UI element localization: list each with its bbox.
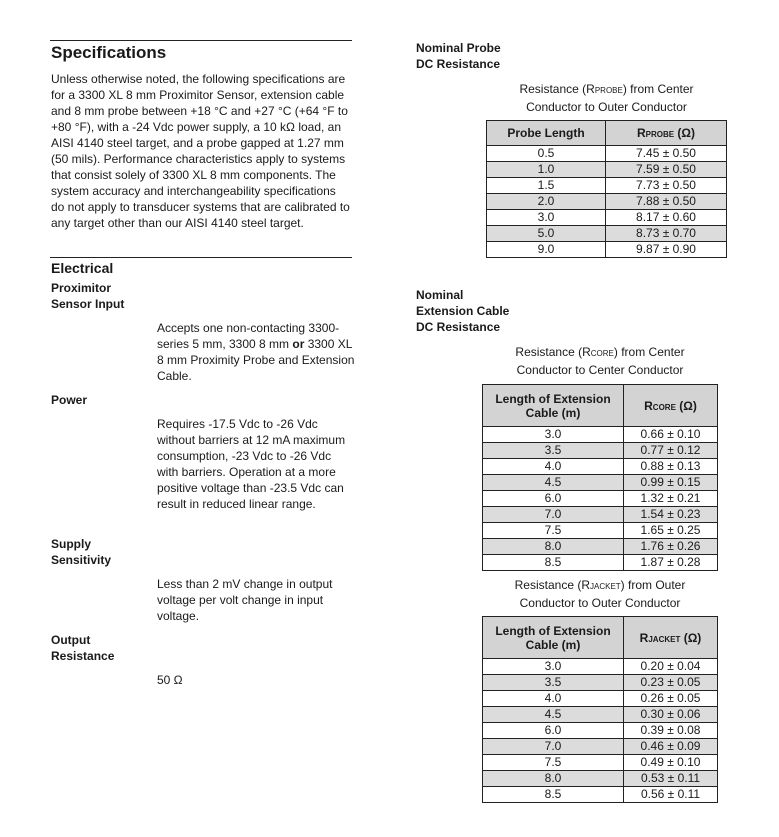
resistance-cell: 7.73 ± 0.50 (606, 178, 727, 194)
resistance-cell: 0.88 ± 0.13 (624, 459, 718, 475)
length-cell: 3.5 (483, 675, 624, 691)
resistance-cell: 1.32 ± 0.21 (624, 491, 718, 507)
header-line: Length of Extension (495, 391, 611, 406)
spec-label-line: Sensor Input (51, 297, 125, 311)
length-cell: 3.0 (483, 659, 624, 675)
resistance-cell: 0.53 ± 0.11 (624, 771, 718, 787)
length-cell: 4.5 (483, 475, 624, 491)
length-cell: 7.5 (483, 755, 624, 771)
table-row (483, 491, 718, 507)
table-row (483, 475, 718, 491)
caption-text: Resistance (R (519, 82, 595, 96)
core-col-length-header (483, 385, 624, 427)
table-row (487, 162, 727, 178)
probe-col-resistance-header (606, 121, 727, 146)
extension-heading-line: Nominal (416, 288, 464, 302)
length-cell: 4.0 (483, 459, 624, 475)
spec-text-sensor-input (157, 320, 357, 384)
length-cell: 7.0 (483, 507, 624, 523)
resistance-cell: 0.23 ± 0.05 (624, 675, 718, 691)
spec-label-line: Output (51, 633, 91, 647)
caption-text: ) from Center (622, 82, 694, 96)
resistance-cell: 0.46 ± 0.09 (624, 739, 718, 755)
table-row (483, 723, 718, 739)
resistance-cell: 1.54 ± 0.23 (624, 507, 718, 523)
table-row (483, 507, 718, 523)
spec-text-part: 3300 XL 8 mm Proximity Probe and Extension Cable. (157, 337, 355, 383)
table-row (483, 739, 718, 755)
extension-heading (416, 287, 509, 335)
probe-resistance-table (486, 120, 727, 258)
caption-line: Conductor to Outer Conductor (526, 100, 687, 114)
core-caption (482, 344, 718, 378)
core-resistance-table (482, 384, 718, 571)
resistance-cell: 9.87 ± 0.90 (606, 242, 727, 258)
header-text: R (639, 630, 649, 645)
spec-label-line: Proximitor (51, 281, 112, 295)
length-cell: 3.5 (483, 443, 624, 459)
header-subscript: CORE (652, 402, 676, 412)
spec-label-power (51, 392, 87, 408)
jacket-resistance-table (482, 616, 718, 803)
resistance-cell: 7.88 ± 0.50 (606, 194, 727, 210)
resistance-cell: 0.26 ± 0.05 (624, 691, 718, 707)
header-line: Cable (m) (525, 637, 581, 652)
table-row (483, 459, 718, 475)
length-cell: 5.0 (487, 226, 606, 242)
probe-heading (416, 40, 501, 72)
spec-text-power: Requires -17.5 Vdc to -26 Vdc without barriers at 12 mA maximum consumption, -23 Vdc to -26 Vdc with barriers. Operation at a more positive voltage than -23.5 Vdc can result in reduced linear range. (157, 417, 346, 511)
table-row (487, 210, 727, 226)
resistance-cell: 1.65 ± 0.25 (624, 523, 718, 539)
caption-text: Resistance (R (515, 345, 591, 359)
spec-label-line: Supply (51, 537, 92, 551)
resistance-cell: 0.39 ± 0.08 (624, 723, 718, 739)
core-col-resistance-header (624, 385, 718, 427)
table-row (483, 675, 718, 691)
resistance-cell: 7.45 ± 0.50 (606, 146, 727, 162)
jacket-col-length-header (483, 617, 624, 659)
length-cell: 8.5 (483, 787, 624, 803)
table-row (487, 146, 727, 162)
length-cell: 8.5 (483, 555, 624, 571)
top-rule (50, 40, 352, 41)
length-cell: 7.0 (483, 739, 624, 755)
caption-text: Resistance (R (514, 578, 590, 592)
header-line: Cable (m) (525, 405, 581, 420)
spec-text-bold: or (292, 337, 305, 351)
header-text: R (636, 126, 646, 140)
length-cell: 7.5 (483, 523, 624, 539)
length-cell: 1.5 (487, 178, 606, 194)
spec-text-supply-sensitivity: Less than 2 mV change in output voltage per volt change in input voltage. (157, 577, 333, 623)
probe-heading-line: Nominal Probe (416, 41, 501, 55)
length-cell: 4.5 (483, 707, 624, 723)
jacket-caption (482, 577, 718, 611)
resistance-cell: 1.76 ± 0.26 (624, 539, 718, 555)
length-cell: 0.5 (487, 146, 606, 162)
table-row (483, 427, 718, 443)
caption-subscript: JACKET (590, 582, 621, 591)
table-row (483, 539, 718, 555)
probe-col-length-header: Probe Length (487, 121, 606, 146)
table-row (483, 691, 718, 707)
resistance-cell: 7.59 ± 0.50 (606, 162, 727, 178)
table-row (483, 659, 718, 675)
jacket-col-resistance-header (624, 617, 718, 659)
table-row (487, 242, 727, 258)
length-cell: 3.0 (487, 210, 606, 226)
resistance-cell: 0.99 ± 0.15 (624, 475, 718, 491)
resistance-cell: 0.30 ± 0.06 (624, 707, 718, 723)
caption-line: Conductor to Outer Conductor (519, 596, 681, 610)
caption-line: Conductor to Center Conductor (516, 363, 684, 377)
header-subscript: PROBE (645, 130, 675, 139)
length-cell: 2.0 (487, 194, 606, 210)
probe-caption (486, 81, 727, 115)
header-subscript: JACKET (648, 634, 681, 644)
length-cell: 6.0 (483, 491, 624, 507)
intro-paragraph: Unless otherwise noted, the following specifications are for a 3300 XL 8 mm Proximitor Sensor, extension cable and 8 mm probe between +18 °C and +27 °C (+64 °F to +80 °F), with a -24 Vdc power supply, a 10 kΩ load, an AISI 4140 steel target, and a probe gapped at 1.27 mm (50 mils). Performance characteristics apply to systems that consist solely of 3300 XL 8 mm components. The system accuracy and interchangeability specifications do not apply to transducer systems that are calibrated to any target other than our AISI 4140 steel target. (51, 72, 350, 230)
spec-label-output-resistance (51, 632, 114, 664)
caption-subscript: PROBE (594, 86, 623, 95)
section-rule (50, 257, 352, 258)
header-text: (Ω) (680, 630, 702, 645)
resistance-cell: 8.73 ± 0.70 (606, 226, 727, 242)
length-cell: 3.0 (483, 427, 624, 443)
length-cell: 8.0 (483, 771, 624, 787)
resistance-cell: 0.49 ± 0.10 (624, 755, 718, 771)
resistance-cell: 0.77 ± 0.12 (624, 443, 718, 459)
header-text: (Ω) (675, 398, 697, 413)
header-line: Length of Extension (495, 623, 611, 638)
table-row (483, 707, 718, 723)
caption-text: ) from Outer (620, 578, 686, 592)
extension-heading-line: Extension Cable (416, 304, 510, 318)
table-row (487, 178, 727, 194)
extension-heading-line: DC Resistance (416, 320, 501, 334)
spec-label-line: Resistance (51, 649, 115, 663)
spec-text-part: Accepts one non-contacting 3300-series 5 mm, 3300 8 mm (157, 321, 340, 351)
caption-subscript: CORE (590, 349, 614, 358)
table-row (487, 194, 727, 210)
resistance-cell: 1.87 ± 0.28 (624, 555, 718, 571)
spec-text-output-resistance: 50 Ω (157, 673, 183, 687)
spec-label-line: Power (51, 393, 88, 407)
table-row (483, 771, 718, 787)
header-text: (Ω) (674, 126, 696, 140)
probe-heading-line: DC Resistance (416, 57, 501, 71)
table-row (483, 523, 718, 539)
resistance-cell: 8.17 ± 0.60 (606, 210, 727, 226)
length-cell: 6.0 (483, 723, 624, 739)
table-row (487, 226, 727, 242)
length-cell: 4.0 (483, 691, 624, 707)
table-row (483, 755, 718, 771)
length-cell: 1.0 (487, 162, 606, 178)
spec-label-supply-sensitivity (51, 536, 111, 568)
resistance-cell: 0.20 ± 0.04 (624, 659, 718, 675)
length-cell: 8.0 (483, 539, 624, 555)
resistance-cell: 0.56 ± 0.11 (624, 787, 718, 803)
header-text: R (644, 398, 653, 413)
spec-label-sensor-input (51, 280, 124, 312)
resistance-cell: 0.66 ± 0.10 (624, 427, 718, 443)
page-title: Specifications (51, 43, 167, 62)
length-cell: 9.0 (487, 242, 606, 258)
table-row (483, 443, 718, 459)
table-row (483, 787, 718, 803)
section-heading-electrical: Electrical (51, 260, 114, 276)
table-row (483, 555, 718, 571)
caption-text: ) from Center (613, 345, 685, 359)
spec-label-line: Sensitivity (51, 553, 112, 567)
